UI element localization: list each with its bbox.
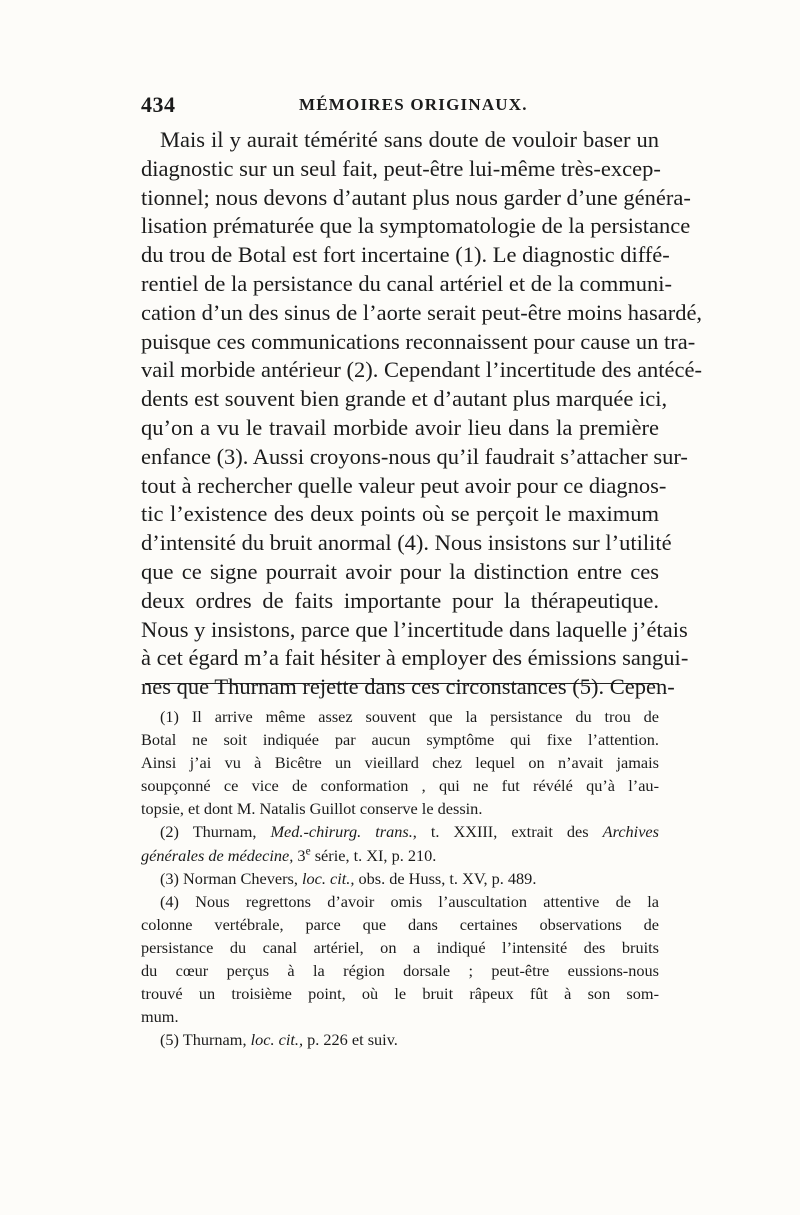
- body-line: nes que Thurnam rejette dans ces circonstances (5). Cepen-: [141, 674, 675, 700]
- footnote-2-archives-cont: générales de médecine,: [141, 845, 294, 865]
- footnotes: [141, 705, 659, 1051]
- footnote-1-line: soupçonné ce vice de conformation , qui ne fut révélé qu’à l’au-: [141, 776, 659, 796]
- footnote-3-line: [141, 867, 659, 890]
- footnote-4-line: (4) Nous regrettons d’avoir omis l’auscultation attentive de la: [160, 891, 659, 911]
- body-line: cation d’un des sinus de l’aorte serait peut-être moins hasardé,: [141, 299, 703, 325]
- body-line: rentiel de la persistance du canal artériel et de la communi-: [141, 270, 673, 296]
- page-number: 434: [141, 92, 176, 117]
- body-line: dents est souvent bien grande et d’autant plus marquée ici,: [141, 386, 668, 412]
- body-line: tionnel; nous devons d’autant plus nous garder d’une généra-: [141, 184, 691, 210]
- footnote-2-archives: Archives: [602, 822, 659, 842]
- footnote-2-end: série, t. XI, p. 210.: [310, 845, 437, 865]
- footnote-2-journal: Med.-chirurg. trans.: [270, 822, 413, 842]
- footnote-4-line: mum.: [141, 1007, 179, 1027]
- footnote-3-loc-cit: loc. cit.,: [301, 868, 355, 888]
- body-line: Nous y insistons, parce que l’incertitude dans laquelle j’étais: [141, 616, 688, 642]
- body-line: que ce signe pourrait avoir pour la distinction entre ces: [141, 558, 659, 584]
- body-line: diagnostic sur un seul fait, peut-être lui-même très-excep-: [141, 155, 661, 181]
- footnote-1-line: Ainsi j’ai vu à Bicêtre un vieillard chez lequel on n’avait jamais: [141, 753, 659, 773]
- footnote-3-prefix: (3) Norman Chevers,: [160, 868, 302, 888]
- footnote-1-line: (1) Il arrive même assez souvent que la persistance du trou de: [160, 707, 659, 726]
- body-line: puisque ces communications reconnaissent pour cause un tra-: [141, 328, 696, 354]
- footnote-2-line: [141, 844, 659, 867]
- footnote-4-line: du cœur perçus à la région dorsale ; peut-être eussions-nous: [141, 961, 659, 981]
- running-head: MÉMOIRES ORIGINAUX.: [299, 95, 528, 114]
- footnote-5-end: p. 226 et suiv.: [303, 1030, 398, 1050]
- footnote-1-line: Botal ne soit indiquée par aucun symptôme qui fixe l’attention.: [141, 730, 659, 750]
- footnote-4-line: colonne vertébrale, parce que dans certaines observations de: [141, 914, 659, 934]
- footnote-5-line: [141, 1028, 659, 1051]
- body-line: lisation prématurée que la symptomatologie de la persistance: [141, 213, 691, 239]
- footnote-5-loc-cit: loc. cit.,: [250, 1030, 304, 1050]
- footnote-2-line: [141, 820, 659, 843]
- footnote-2-series-sup: e: [305, 845, 311, 858]
- body-line: vail morbide antérieur (2). Cependant l’incertitude des antécé-: [141, 357, 703, 383]
- body-line: Mais il y aurait témérité sans doute de vouloir baser un: [160, 127, 659, 152]
- footnote-2-prefix: (2) Thurnam,: [160, 822, 271, 842]
- footnote-5-prefix: (5) Thurnam,: [160, 1030, 251, 1050]
- footnote-2-mid: , t. XXIII, extrait des: [412, 822, 603, 842]
- body-line: du trou de Botal est fort incertaine (1). Le diagnostic diffé-: [141, 242, 670, 268]
- body-line: deux ordres de faits importante pour la thérapeutique.: [141, 587, 659, 613]
- footnote-4-line: persistance du canal artériel, on a indiqué l’intensité des bruits: [141, 937, 659, 957]
- body-line: tic l’existence des deux points où se perçoit le maximum: [141, 501, 659, 527]
- body-line: enfance (3). Aussi croyons-nous qu’il faudrait s’attacher sur-: [141, 443, 688, 469]
- footnote-3-end: obs. de Huss, t. XV, p. 489.: [354, 868, 537, 888]
- footnote-divider: [145, 683, 659, 684]
- footnote-4-line: trouvé un troisième point, où le bruit râpeux fût à son som-: [141, 984, 659, 1004]
- footnote-2-series-num: 3: [293, 845, 306, 865]
- body-line: à cet égard m’a fait hésiter à employer des émissions sangui-: [141, 645, 689, 671]
- page-header: [141, 92, 659, 122]
- body-line: tout à rechercher quelle valeur peut avoir pour ce diagnos-: [141, 472, 667, 498]
- main-paragraph: [141, 126, 703, 702]
- body-line: qu’on a vu le travail morbide avoir lieu dans la première: [141, 414, 659, 440]
- body-line: d’intensité du bruit anormal (4). Nous insistons sur l’utilité: [141, 530, 672, 556]
- footnote-1-line: topsie, et dont M. Natalis Guillot conserve le dessin.: [141, 799, 483, 819]
